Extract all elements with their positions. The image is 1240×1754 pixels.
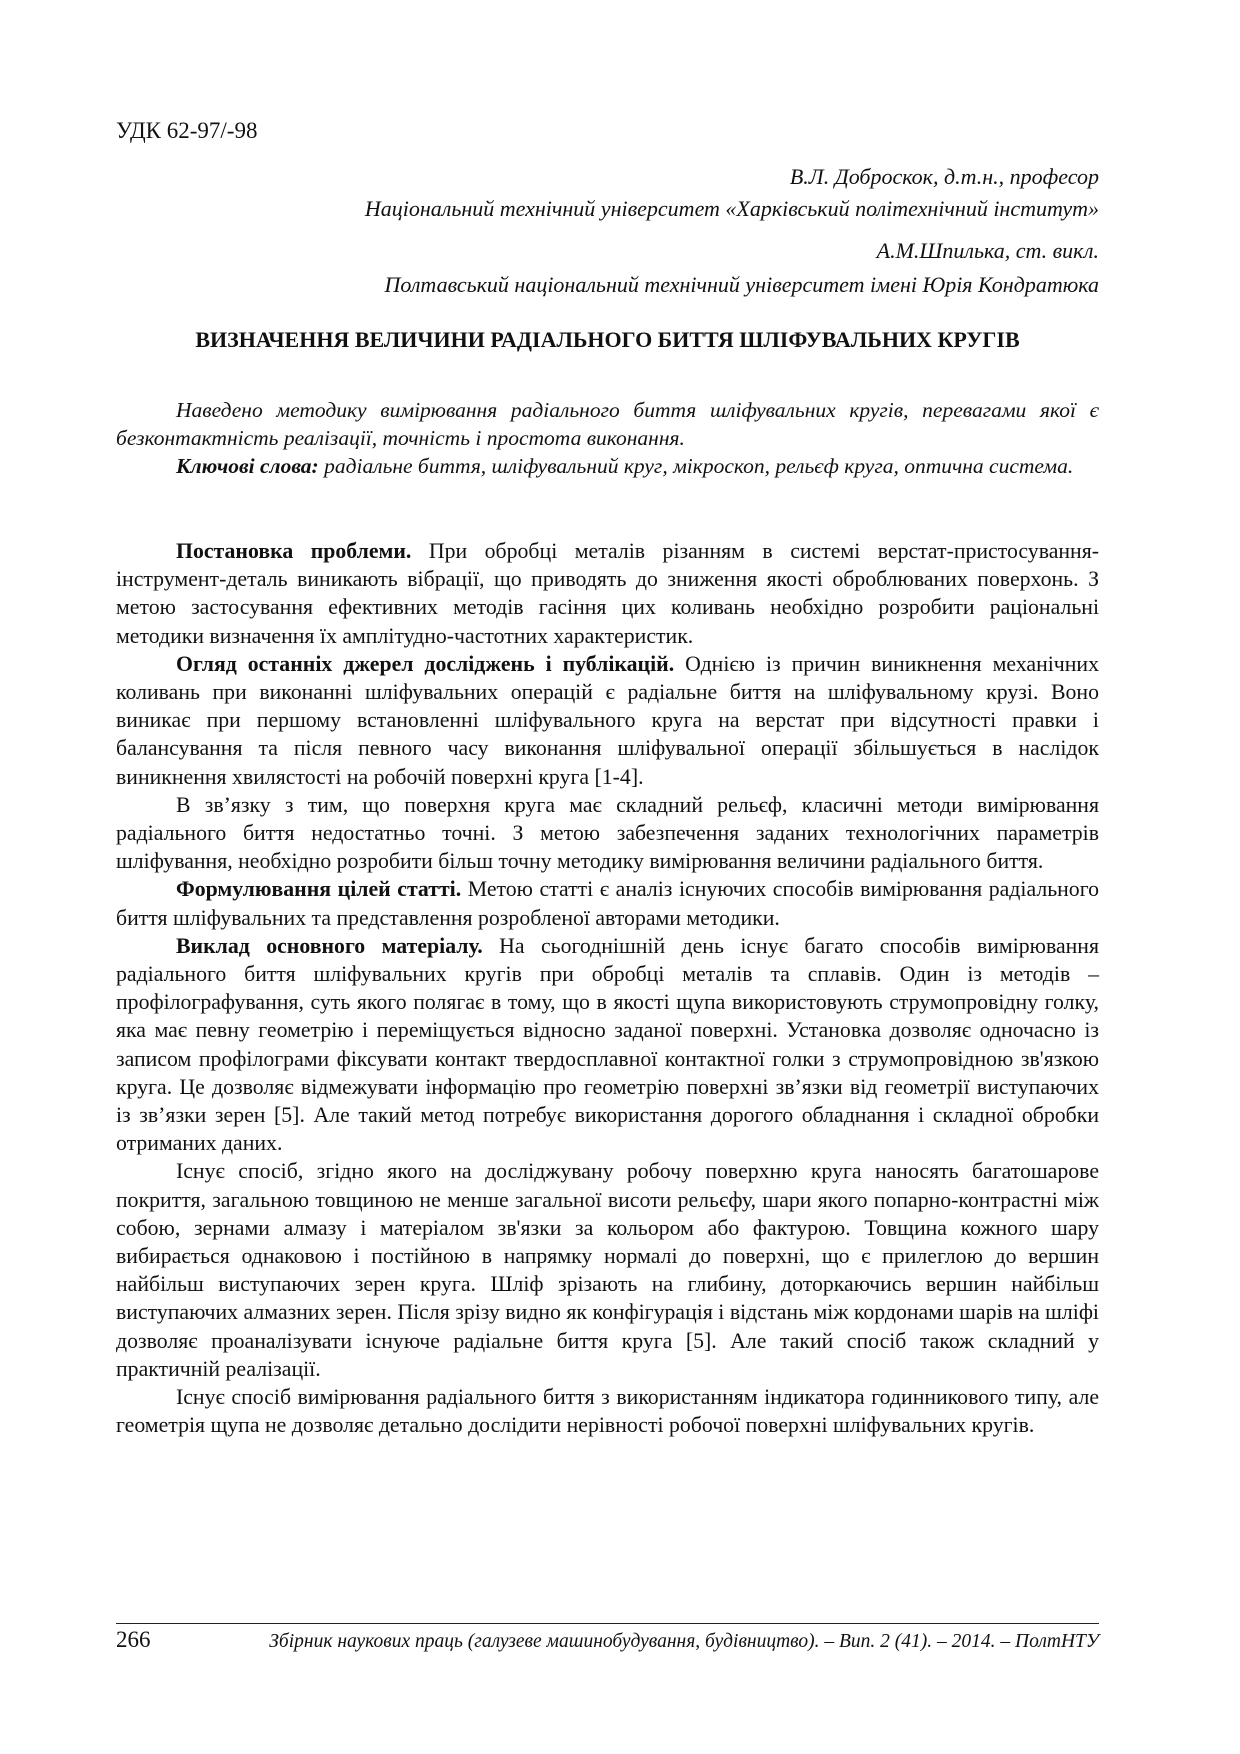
author-2-affiliation: Полтавський національний технічний університет імені Юрія Кондратюка <box>384 272 1099 297</box>
page-number: 266 <box>116 1627 151 1652</box>
section-text: На сьогоднішній день існує багато способів вимірювання радіального биття шліфувальних кругів при обробці металів та сплавів. Один із методів – профілографування, суть якого полягає в тому, що в якості щупа використовують струмопровідну голку, яка має певну геометрію і переміщується відносно заданої поверхні. Установка дозволяє одночасно із записом профілограми фіксувати контакт твердосплавної контактної голки з струмопровідною зв'язкою круга. Це дозволяє відмежувати інформацію про геометрію поверхні зв’язки від геометрії виступаючих із зв’язки зерен [5]. Але такий метод потребує використання дорогого обладнання і складної обробки отриманих даних. <box>116 933 1099 1156</box>
author-1-name: В.Л. Доброскок, д.т.н., професор <box>789 164 1099 189</box>
author-2-name: А.М.Шпилька, ст. викл. <box>876 238 1099 263</box>
section-paragraph <box>116 875 1099 931</box>
section-paragraph <box>116 1383 1099 1439</box>
section-text: Метою статті є аналіз існуючих способів вимірювання радіального биття шліфувальних та представлення розробленої авторами методики. <box>116 877 1099 930</box>
section-heading: Формулювання цілей статті. <box>176 877 462 902</box>
section-paragraph <box>116 932 1099 1158</box>
section-text: Існує спосіб, згідно якого на досліджувану робочу поверхню круга наносять багатошарове покриття, загальною товщиною не менше загальної висоти рельєфу, шари якого попарно-контрастні між собою, зернами алмазу і матеріалом зв'язки за кольором або фактурою. Товщина кожного шару вибирається однаковою і постійною в напрямку нормалі до поверхні, що є прилеглою до вершин найбільш виступаючих зерен круга. Шліф зрізають на глибину, доторкаючись вершин найбільш виступаючих алмазних зерен. Після зрізу видно як конфігурація і відстань між кордонами шарів на шліфі дозволяє проаналізувати існуюче радіальне биття круга [5]. Але такий спосіб також складний у практичній реалізації. <box>116 1159 1099 1381</box>
section-heading: Огляд останніх джерел досліджень і публікацій. <box>176 651 675 676</box>
body-text <box>116 537 1099 1440</box>
keywords-paragraph <box>116 452 1099 480</box>
section-text: При обробці металів різанням в системі верстат-пристосування-інструмент-деталь виникають вібрації, що приводять до зниження якості оброблюваних поверхонь. З метою застосування ефективних методів гасіння цих коливань необхідно розробити раціональні методики визначення їх амплітудно-частотних характеристик. <box>116 539 1099 648</box>
section-paragraph <box>116 1157 1099 1383</box>
keywords-text: радіальне биття, шліфувальний круг, мікроскоп, рельєф круга, оптична система. <box>318 454 1074 478</box>
section-text: Існує спосіб вимірювання радіального биття з використанням індикатора годинникового типу, але геометрія щупа не дозволяє детально дослідити нерівності робочої поверхні шліфувальних кругів. <box>116 1385 1099 1438</box>
journal-reference: Збірник наукових праць (галузеве машинобудування, будівництво). – Вип. 2 (41). – 2014. – ПолтНТУ <box>269 1631 1099 1652</box>
section-paragraph <box>116 791 1099 876</box>
abstract-block <box>116 396 1099 480</box>
keywords-label: Ключові слова: <box>176 454 319 478</box>
section-heading: Виклад основного матеріалу. <box>176 933 483 958</box>
section-heading: Постановка проблеми. <box>176 539 412 563</box>
section-paragraph <box>116 650 1099 791</box>
footer-divider <box>116 1623 1099 1624</box>
abstract-text: Наведено методику вимірювання радіального биття шліфувальних кругів, перевагами якої є безконтактність реалізації, точність і простота виконання. <box>116 398 1099 450</box>
section-text: Однією із причин виникнення механічних коливань при виконанні шліфувальних операцій є радіальне биття на шліфувальному крузі. Воно виникає при першому встановленні шліфувального круга на верстат при відсутності правки і балансування та після певного часу виконання шліфувальної операції збільшується в наслідок виникнення хвилястості на робочій поверхні круга [1-4]. <box>116 651 1099 789</box>
udk-code: УДК 62-97/-98 <box>116 118 258 143</box>
section-paragraph <box>116 537 1099 650</box>
author-1-affiliation: Національний технічний університет «Харківський політехнічний інститут» <box>364 196 1099 221</box>
section-text: В зв’язку з тим, що поверхня круга має складний рельєф, класичні методи вимірювання радіального биття недостатньо точні. З метою забезпечення заданих технологічних параметрів шліфування, необхідно розробити більш точну методику вимірювання величини радіального биття. <box>116 792 1099 874</box>
page-footer <box>116 1627 1099 1653</box>
paper-title: ВИЗНАЧЕННЯ ВЕЛИЧИНИ РАДІАЛЬНОГО БИТТЯ ШЛІФУВАЛЬНИХ КРУГІВ <box>195 327 1020 352</box>
